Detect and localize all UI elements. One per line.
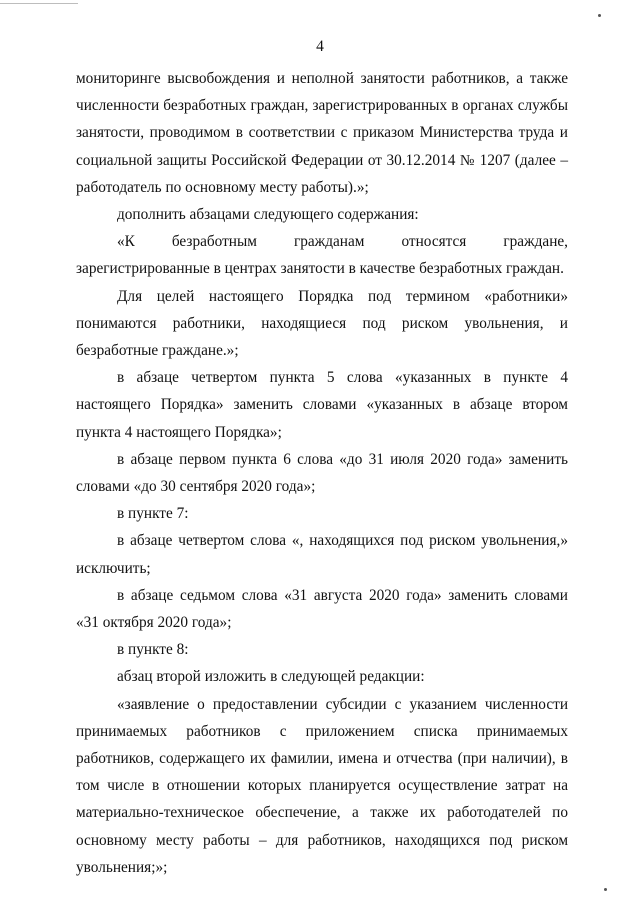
document-body: [76, 65, 568, 881]
paragraph-item-7-clause-7: в абзаце седьмом слова «31 августа 2020 года» заменить словами «31 октября 2020 года»;: [76, 586, 568, 632]
paragraph-monitoring-continuation: мониторинге высвобождения и неполной занятости работников, а также численности безработных граждан, зарегистрированных в органах службы занятости, проводимом в соответствии с приказом Министерства труда и социальной защиты Российской Федерации от 30.12.2014 № 1207 (далее – работодатель по основному месту работы).»;: [76, 70, 568, 196]
paragraph-item-6-amendment: в абзаце первом пункта 6 слова «до 31 июля 2020 года» заменить словами «до 30 сентября 2020 года»;: [76, 450, 568, 496]
paragraph-item-8-heading: в пункте 8:: [117, 641, 189, 659]
page-number: 4: [316, 38, 324, 55]
top-edge-rule: [0, 3, 78, 4]
paragraph-subsidy-application: «заявление о предоставлении субсидии с указанием численности принимаемых работников с приложением списка принимаемых работников, содержащего их фамилии, имена и отчества (при наличии), в том числе в отношении которых планируется осуществление затрат на материально-техническое обеспечение, а также их работодателей по основному месту работы – для работников, находящихся под риском увольнения;»;: [76, 695, 568, 876]
scan-mark-bottom-right: [604, 888, 607, 891]
paragraph-item-5-amendment: в абзаце четвертом пункта 5 слова «указанных в пункте 4 настоящего Порядка» заменить словами «указанных в абзаце втором пункта 4 настоящего Порядка»;: [76, 369, 568, 441]
paragraph-unemployed-definition: «К безработным гражданам относятся граждане, зарегистрированные в центрах занятости в качестве безработных граждан.: [76, 233, 568, 278]
paragraph-item-7-clause-4: в абзаце четвертом слова «, находящихся под риском увольнения,» исключить;: [76, 532, 568, 577]
scan-mark-top-right: [598, 14, 601, 17]
paragraph-workers-term: Для целей настоящего Порядка под термином «работники» понимаются работники, находящиеся под риском увольнения, и безработные граждане.»;: [76, 287, 568, 360]
paragraph-item-7-heading: в пункте 7:: [117, 505, 189, 523]
paragraph-item-8-clause-2: абзац второй изложить в следующей редакции:: [117, 668, 425, 686]
paragraph-add-clauses: дополнить абзацами следующего содержания:: [117, 206, 419, 224]
